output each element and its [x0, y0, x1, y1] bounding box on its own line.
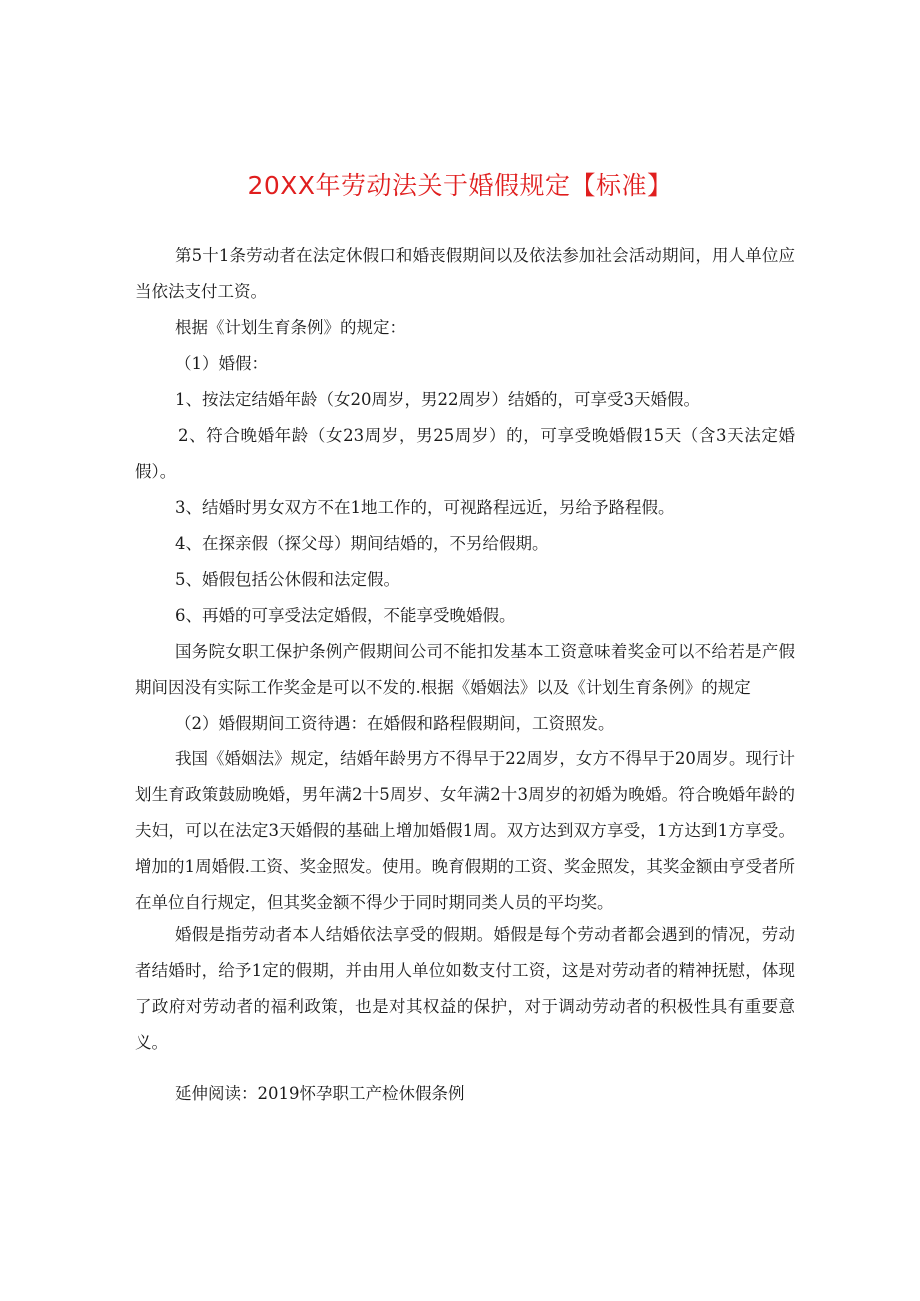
paragraph-article-51: 第5十1条劳动者在法定休假口和婚丧假期间以及依法参加社会活动期间，用人单位应当依法支付工资。: [135, 246, 795, 301]
paragraph-regulation-intro: 根据《计划生育条例》的规定：: [175, 318, 406, 337]
list-item-5: 5、婚假包括公休假和法定假。: [175, 570, 400, 589]
list-item-4: 4、在探亲假（探父母）期间结婚的，不另给假期。: [175, 534, 549, 553]
paragraph-wage-treatment: （2）婚假期间工资待遇：在婚假和路程假期间，工资照发。: [175, 714, 615, 733]
list-item-1: 1、按法定结婚年龄（女20周岁，男22周岁）结婚的，可享受3天婚假。: [175, 390, 700, 409]
document-title: 20XX年劳动法关于婚假规定【标准】: [247, 171, 673, 200]
paragraph-marriage-law: 我国《婚姻法》规定，结婚年龄男方不得早于22周岁，女方不得早于20周岁。现行计划生育政策鼓励晚婚，男年满2十5周岁、女年满2十3周岁的初婚为晚婚。符合晚婚年龄的夫妇，可以在法定3天婚假的基础上增加婚假1周。双方达到双方享受，1方达到1方享受。增加的1周婚假.工资、奖金照发。使用。晚育假期的工资、奖金照发，其奖金额由亨受者所在单位自行规定，但其奖金额不得少于同时期同类人员的平均奖。: [135, 749, 795, 912]
list-item-6: 6、再婚的可享受法定婚假，不能享受晚婚假。: [175, 606, 516, 625]
extended-reading: 延伸阅读：2019怀孕职工产检休假条例: [175, 1084, 465, 1103]
paragraph-definition: 婚假是指劳动者本人结婚依法享受的假期。婚假是每个劳动者都会遇到的情况，劳动者结婚时，给予1定的假期，并由用人单位如数支付工资，这是对劳动者的精神抚慰，体现了政府对劳动者的福利政策，也是对其权益的保护，对于调动劳动者的积极性具有重要意义。: [135, 925, 795, 1052]
paragraph-state-council: 国务院女职工保护条例产假期间公司不能扣发基本工资意味着奖金可以不给若是产假期间因没有实际工作奖金是可以不发的.根据《婚姻法》以及《计划生育条例》的规定: [135, 642, 795, 697]
list-item-3: 3、结婚时男女双方不在1地工作的，可视路程远近，另给予路程假。: [175, 498, 675, 517]
list-item-2: 2、符合晚婚年龄（女23周岁，男25周岁）的，可享受晚婚假15天（含3天法定婚假）。: [135, 426, 795, 481]
paragraph-marriage-leave-heading: （1）婚假：: [175, 354, 268, 373]
